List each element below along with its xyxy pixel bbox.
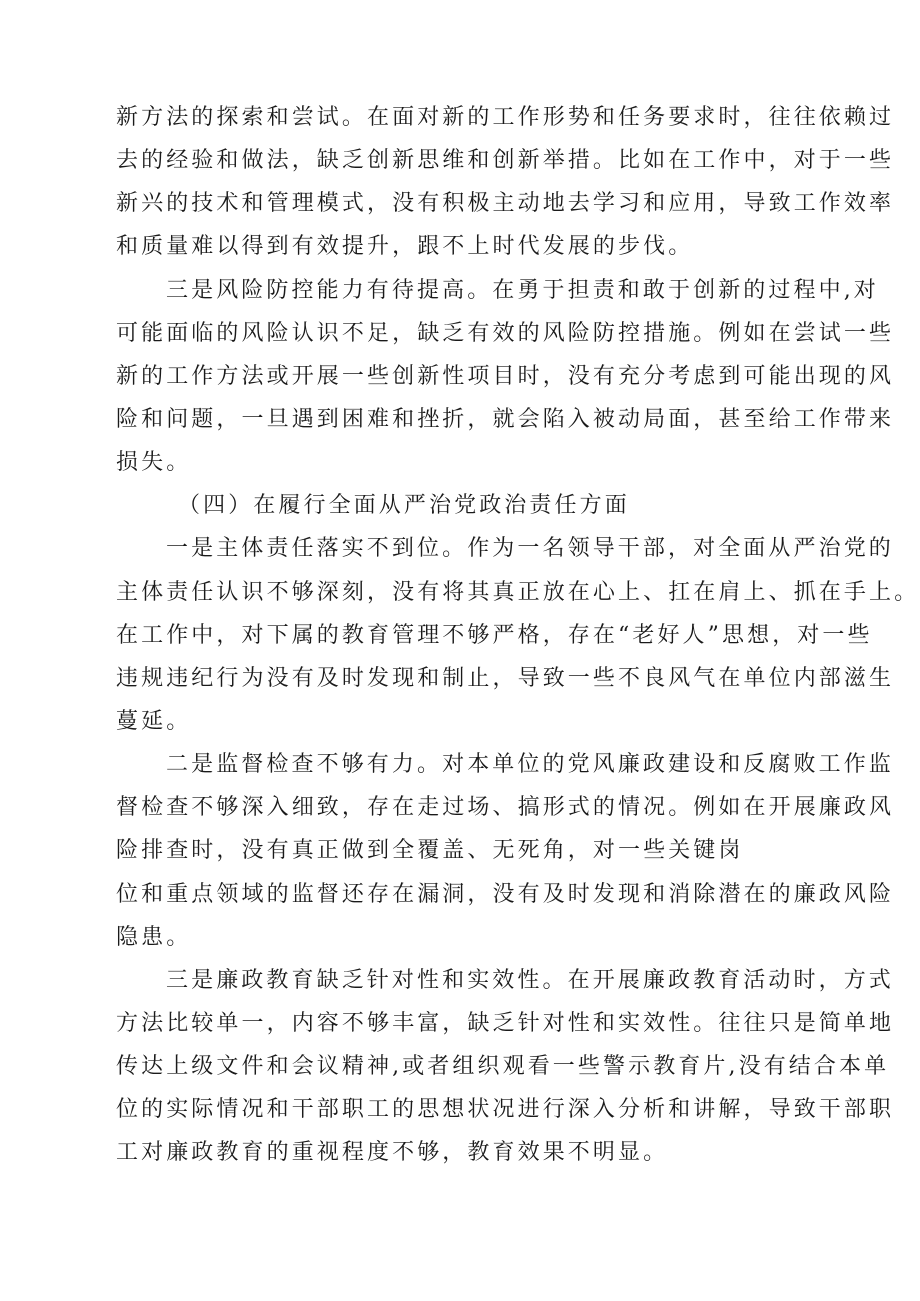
text-line: 位的实际情况和干部职工的思想状况进行深入分析和讲解，导致干部职 (116, 1097, 895, 1122)
text-line: 督检查不够深入细致，存在走过场、搞形式的情况。例如在开展廉政风 (116, 795, 895, 820)
text-line: 新方法的探索和尝试。在面对新的工作形势和任务要求时，往往依赖过 (116, 105, 895, 130)
text-line: 传达上级文件和会议精神,或者组织观看一些警示教育片,没有结合本单 (116, 1054, 890, 1079)
text-line: 新兴的技术和管理模式，没有积极主动地去学习和应用，导致工作效率 (116, 191, 895, 216)
text-line: 违规违纪行为没有及时发现和制止，导致一些不良风气在单位内部滋生 (116, 666, 895, 691)
text-line: 险和问题，一旦遇到困难和挫折，就会陷入被动局面，甚至给工作带来 (116, 407, 895, 432)
text-line: 损失。 (116, 450, 192, 475)
text-line: 蔓延。 (116, 709, 192, 734)
paragraph-start-line: 三是廉政教育缺乏针对性和实效性。在开展廉政教育活动时，方式 (166, 968, 894, 993)
text-line: 工对廉政教育的重视程度不够，教育效果不明显。 (116, 1140, 669, 1165)
paragraph-start-line: 三是风险防控能力有待提高。在勇于担责和敢于创新的过程中,对 (166, 278, 879, 303)
text-line: 可能面临的风险认识不足，缺乏有效的风险防控措施。例如在尝试一些 (116, 321, 895, 346)
text-line: 新的工作方法或开展一些创新性项目时，没有充分考虑到可能出现的风 (116, 364, 895, 389)
text-line: 主体责任认识不够深刻，没有将其真正放在心上、扛在肩上、抓在手上。 (116, 580, 920, 605)
text-line: 方法比较单一，内容不够丰富，缺乏针对性和实效性。往往只是简单地 (116, 1011, 895, 1036)
paragraph-start-line: 二是监督检查不够有力。对本单位的党风廉政建设和反腐败工作监 (166, 752, 894, 777)
text-line: 和质量难以得到有效提升，跟不上时代发展的步伐。 (116, 234, 694, 259)
text-line: 位和重点领域的监督还存在漏洞，没有及时发现和消除潜在的廉政风险 (116, 882, 895, 907)
text-line: 在工作中，对下属的教育管理不够严格，存在“老好人”思想，对一些 (116, 623, 873, 648)
paragraph-start-line: 一是主体责任落实不到位。作为一名领导干部，对全面从严治党的 (166, 536, 894, 561)
text-line: 隐患。 (116, 925, 192, 950)
section-heading: （四）在履行全面从严治党政治责任方面 (178, 493, 630, 518)
text-line: 去的经验和做法，缺乏创新思维和创新举措。比如在工作中，对于一些 (116, 148, 895, 173)
text-line: 险排查时，没有真正做到全覆盖、无死角，对一些关键岗 (116, 838, 744, 863)
